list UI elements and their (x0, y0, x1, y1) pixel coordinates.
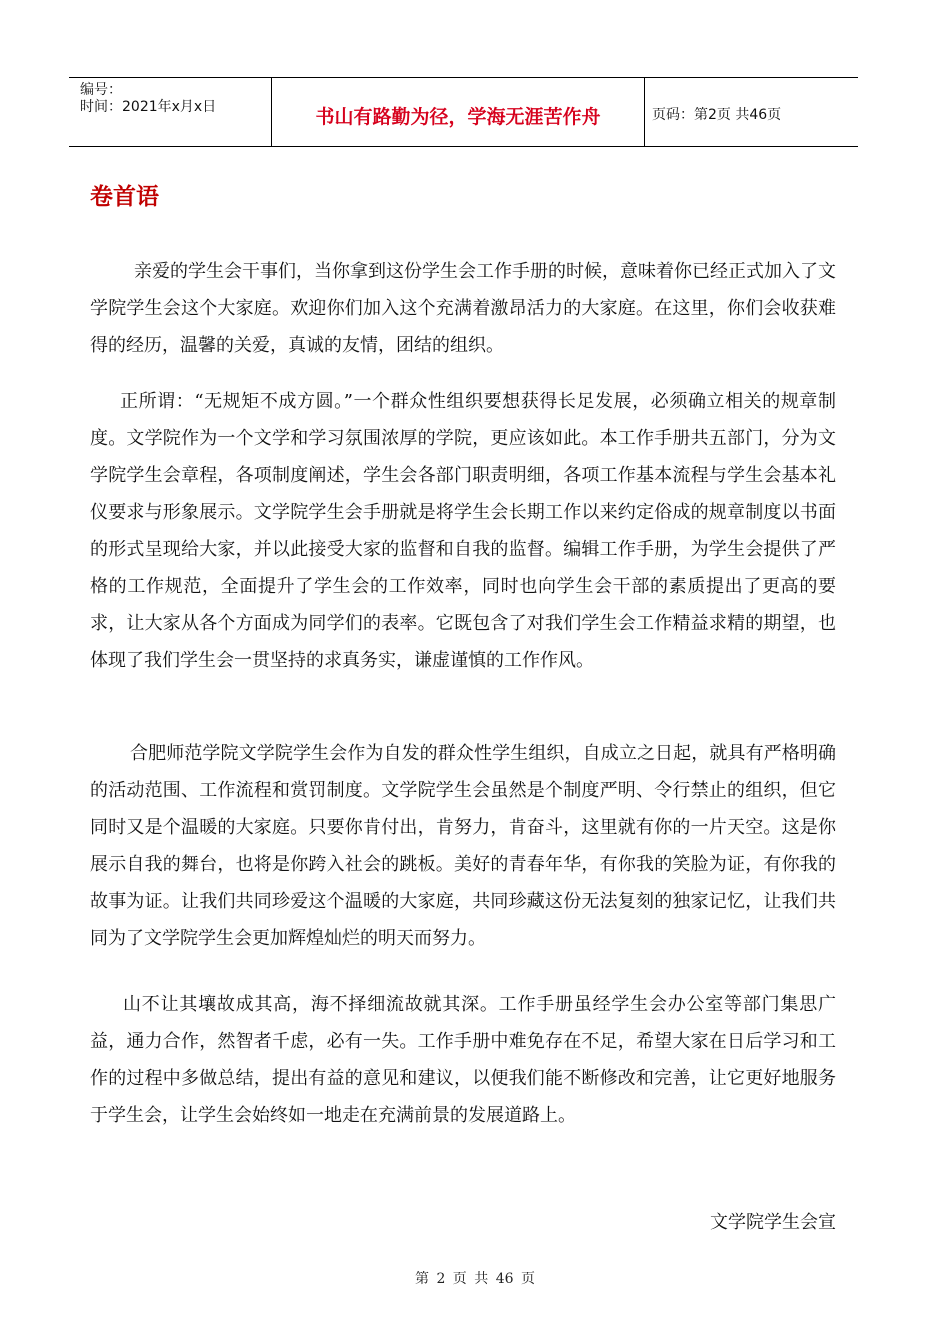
header-motto-cell (271, 78, 645, 146)
paragraph-welcome: 亲爱的学生会干事们，当你拿到这份学生会工作手册的时候，意味着你已经正式加入了文学院学生会这个大家庭。欢迎你们加入这个充满着激昂活力的大家庭。在这里，你们会收获难得的经历，温馨的关爱，真诚的友情，团结的组织。 (90, 261, 836, 356)
paragraph-rules: 正所谓：“无规矩不成方圆。”一个群众性组织要想获得长足发展，必须确立相关的规章制度。文学院作为一个文学和学习氛围浓厚的学院，更应该如此。本工作手册共五部门，分为文学院学生会章程，各项制度阐述，学生会各部门职责明细，各项工作基本流程与学生会基本礼仪要求与形象展示。文学院学生会手册就是将学生会长期工作以来约定俗成的规章制度以书面的形式呈现给大家，并以此接受大家的监督和自我的监督。编辑工作手册，为学生会提供了严格的工作规范，全面提升了学生会的工作效率，同时也向学生会干部的素质提出了更高的要求，让大家从各个方面成为同学们的表率。它既包含了对我们学生会工作精益求精的期望，也体现了我们学生会一贯坚持的求真务实，谦虚谨慎的工作作风。 (90, 391, 836, 671)
header-meta (69, 78, 271, 146)
page-header (69, 77, 858, 147)
header-page-cell (643, 78, 858, 146)
page-footer: 第 2 页 共 46 页 (415, 1271, 535, 1287)
header-page-label: 页码：第2页 共46页 (652, 107, 782, 123)
paragraph-closing: 山不让其壤故成其高，海不择细流故就其深。工作手册虽经学生会办公室等部门集思广益，通力合作，然智者千虑，必有一失。工作手册中难免存在不足，希望大家在日后学习和工作的过程中多做总结，提出有益的意见和建议，以便我们能不断修改和完善，让它更好地服务于学生会，让学生会始终如一地走在充满前景的发展道路上。 (90, 994, 836, 1126)
signature: 文学院学生会宣 (710, 1212, 836, 1233)
document-time-label: 时间：2021年x月x日 (80, 99, 217, 115)
header-motto: 书山有路勤为径，学海无涯苦作舟 (315, 106, 601, 128)
page-title: 卷首语 (90, 184, 159, 210)
paragraph-organization: 合肥师范学院文学院学生会作为自发的群众性学生组织，自成立之日起，就具有严格明确的活动范围、工作流程和赏罚制度。文学院学生会虽然是个制度严明、令行禁止的组织，但它同时又是个温暖的大家庭。只要你肯付出，肯努力，肯奋斗，这里就有你的一片天空。这是你展示自我的舞台，也将是你跨入社会的跳板。美好的青春年华，有你我的笑脸为证，有你我的故事为证。让我们共同珍爱这个温暖的大家庭，共同珍藏这份无法复刻的独家记忆，让我们共同为了文学院学生会更加辉煌灿烂的明天而努力。 (90, 743, 836, 949)
document-number-label: 编号： (80, 82, 122, 98)
